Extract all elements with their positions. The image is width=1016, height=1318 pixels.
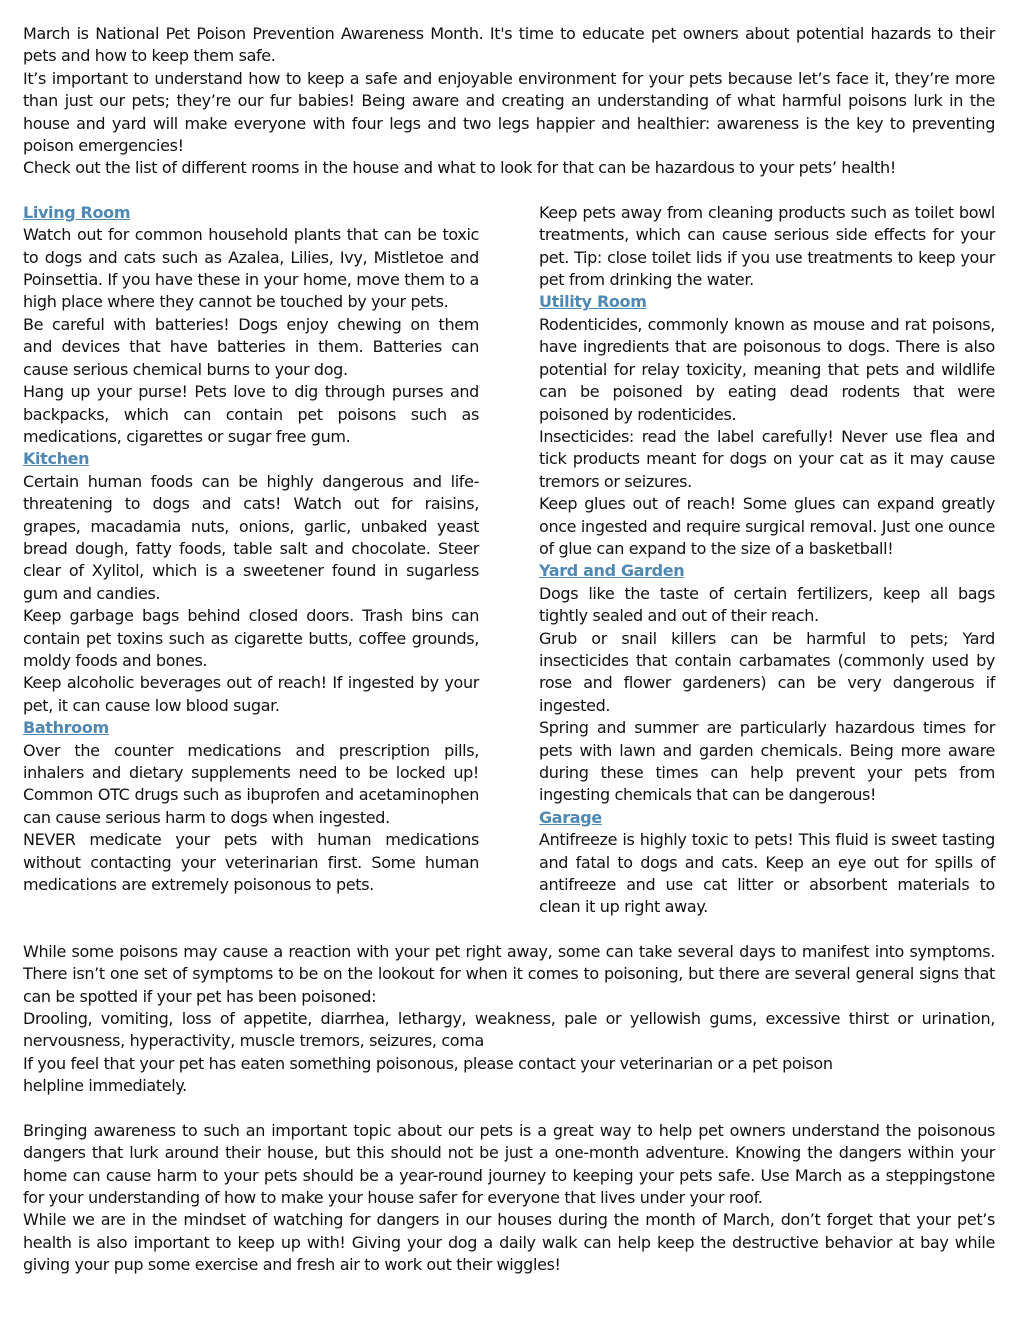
living-room-paragraph: Hang up your purse! Pets love to dig through purses and backpacks, which can contain pet poisons such as medications, cigarettes or sugar free gum.	[23, 382, 479, 446]
living-room-link[interactable]: Living Room	[23, 202, 131, 222]
closing-paragraph: Bringing awareness to such an important topic about our pets is a great way to help pet owners understand the poisonous dangers that lurk around their house, but this should not be just a one-month adventure. Knowing the dangers within your home can cause harm to your pets should be a year-round journey to keeping your pets safe. Use March as a steppingstone for your understanding of how to make your house safer for everyone that lives under your roof.	[23, 1120, 995, 1207]
kitchen-paragraph: Certain human foods can be highly dangerous and life-threatening to dogs and cats! Watch out for raisins, grapes, macadamia nuts, onions, garlic, unbaked yeast bread dough, fatty foods, table salt and chocolate. Steer clear of Xylitol, which is a sweetener found in sugarless gum and candies.	[23, 471, 479, 603]
yard-and-garden-link[interactable]: Yard and Garden	[539, 561, 685, 581]
yard-and-garden-paragraph: Dogs like the taste of certain fertilizers, keep all bags tightly sealed and out of their reach.	[539, 583, 995, 626]
intro-paragraph: It’s important to understand how to keep a safe and enjoyable environment for your pets because let’s face it, they’re more than just our pets; they’re our fur babies! Being aware and creating an understanding of what harmful poisons lurk in the house and yard will make everyone with four legs and two legs happier and healthier: awareness is the key to preventing poison emergencies!	[23, 68, 995, 156]
utility-room-paragraph: Insecticides: read the label carefully! Never use flea and tick products meant for dogs on your cat as it may cause tremors or seizures.	[539, 426, 995, 491]
symptoms-intro: While some poisons may cause a reaction with your pet right away, some can take several days to manifest into symptoms. There isn’t one set of symptoms to be on the lookout for when it comes to poisoning, but there are several general signs that can be spotted if your pet has been poisoned:	[23, 941, 995, 1006]
garage-paragraph: Antifreeze is highly toxic to pets! This fluid is sweet tasting and fatal to dogs and cats. Keep an eye out for spills of antifreeze and use cat litter or absorbent materials to clean it up right away.	[539, 830, 995, 917]
contact-line: helpline immediately.	[23, 1076, 187, 1096]
bathroom-paragraph: Over the counter medications and prescription pills, inhalers and dietary supplements need to be locked up! Common OTC drugs such as ibuprofen and acetaminophen can cause serious harm to dogs when ingested.	[23, 740, 479, 827]
closing-paragraph: While we are in the mindset of watching for dangers in our houses during the month of March, don’t forget that your pet’s health is also important to keep up with! Giving your dog a daily walk can help keep the destructive behavior at bay while giving your pup some exercise and fresh air to work out their wiggles!	[23, 1210, 995, 1275]
left-column	[23, 202, 479, 897]
contact-line: If you feel that your pet has eaten something poisonous, please contact your veterinarian or a pet poison	[23, 1053, 833, 1073]
kitchen-paragraph: Keep alcoholic beverages out of reach! If ingested by your pet, it can cause low blood sugar.	[23, 673, 479, 715]
yard-and-garden-paragraph: Grub or snail killers can be harmful to pets; Yard insecticides that contain carbamates (commonly used by rose and flower gardeners) can be very dangerous if ingested.	[539, 628, 995, 715]
living-room-paragraph: Be careful with batteries! Dogs enjoy chewing on them and devices that have batteries in them. Batteries can cause serious chemical burns to your dog.	[23, 314, 479, 379]
bathroom-paragraph: Keep pets away from cleaning products such as toilet bowl treatments, which can cause serious side effects for your pet. Tip: close toilet lids if you use treatments to keep your pet from drinking the water.	[539, 202, 995, 290]
intro-paragraph: Check out the list of different rooms in the house and what to look for that can be hazardous to your pets’ health!	[23, 158, 896, 178]
intro-paragraph: March is National Pet Poison Prevention Awareness Month. It's time to educate pet owners about potential hazards to their pets and how to keep them safe.	[23, 24, 995, 66]
bathroom-link[interactable]: Bathroom	[23, 718, 109, 738]
symptoms-list: Drooling, vomiting, loss of appetite, diarrhea, lethargy, weakness, pale or yellowish gums, excessive thirst or urination, nervousness, hyperactivity, muscle tremors, seizures, coma	[23, 1009, 995, 1051]
garage-link[interactable]: Garage	[539, 807, 602, 827]
intro-section	[23, 23, 995, 180]
symptoms-section	[23, 941, 995, 1098]
right-column	[539, 202, 995, 919]
living-room-paragraph: Watch out for common household plants that can be toxic to dogs and cats such as Azalea, Lilies, Ivy, Mistletoe and Poinsettia. If you have these in your home, move them to a high place where they cannot be touched by your pets.	[23, 225, 480, 312]
yard-and-garden-paragraph: Spring and summer are particularly hazardous times for pets with lawn and garden chemicals. Being more aware during these times can help prevent your pets from ingesting chemicals that can be dangerous!	[539, 718, 995, 805]
utility-room-paragraph: Rodenticides, commonly known as mouse and rat poisons, have ingredients that are poisonous to dogs. There is also potential for relay toxicity, meaning that pets and wildlife can be poisoned by eating dead rodents that were poisoned by rodenticides.	[539, 314, 995, 424]
closing-section	[23, 1120, 995, 1277]
article-body	[23, 23, 995, 1277]
utility-room-paragraph: Keep glues out of reach! Some glues can expand greatly once ingested and require surgical removal. Just one ounce of glue can expand to the size of a basketball!	[539, 494, 995, 558]
kitchen-link[interactable]: Kitchen	[23, 449, 90, 469]
bathroom-paragraph: NEVER medicate your pets with human medications without contacting your veterinarian first. Some human medications are extremely poisonous to pets.	[23, 830, 479, 895]
kitchen-paragraph: Keep garbage bags behind closed doors. Trash bins can contain pet toxins such as cigarette butts, coffee grounds, moldy foods and bones.	[23, 606, 479, 670]
rooms-columns	[23, 202, 995, 919]
utility-room-link[interactable]: Utility Room	[539, 292, 647, 312]
